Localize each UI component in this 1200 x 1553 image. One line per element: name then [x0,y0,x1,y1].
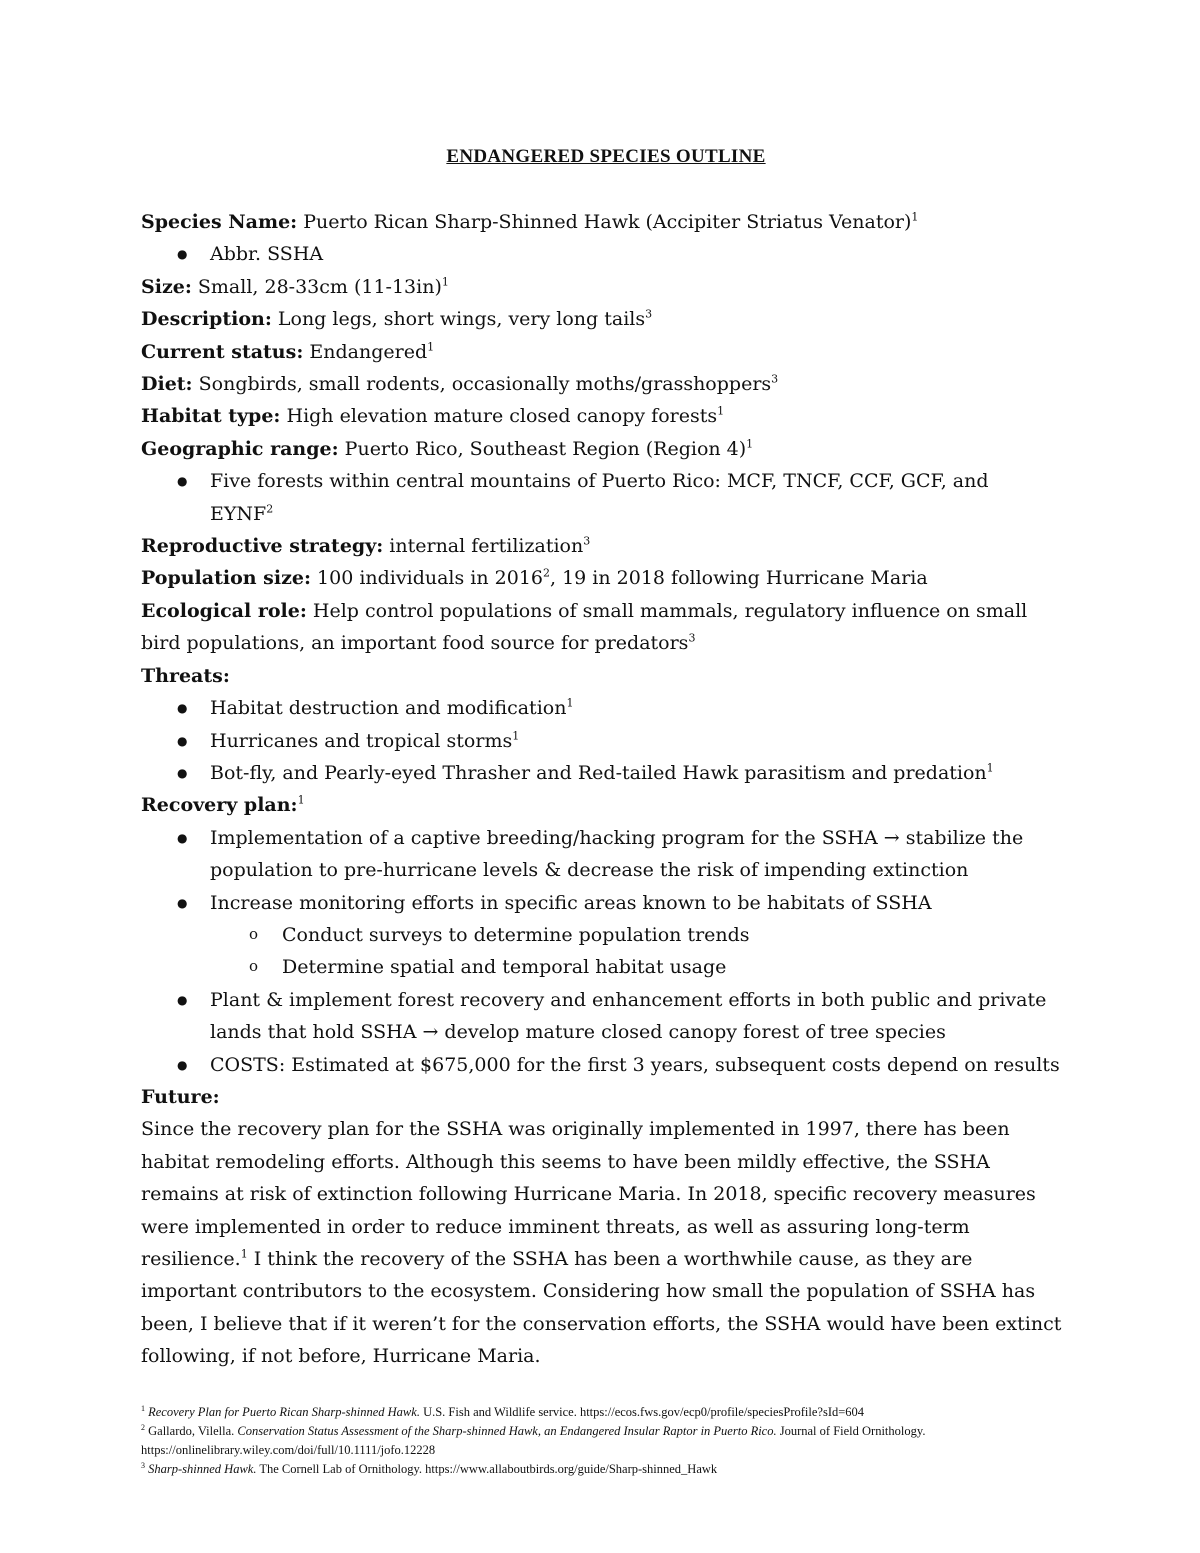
future-text-continued: I think the recovery of the SSHA has been a worthwhile cause, as they are important contributors to the ecosystem. Considering how small the population of SSHA has been, I believe that if it weren’t for the conservation efforts, the SSHA would have been extinct following, if not before, Hurricane Maria. [141,1248,1062,1368]
footnote-ref: 1 [512,729,520,743]
recovery-item: ● Plant & implement forest recovery and enhancement efforts in both public and private [141,984,1071,1016]
footnote-ref: 3 [645,307,653,321]
future-paragraph [141,1113,1071,1372]
footnote-number: 1 [141,1403,145,1413]
population-line [141,562,1071,594]
footnote-ref: 1 [746,437,754,451]
footnote-ref: 1 [297,793,305,807]
footnotes [141,1403,1071,1479]
recovery-item: ● COSTS: Estimated at $675,000 for the first 3 years, subsequent costs depend on results [141,1049,1071,1081]
reproductive-label: Reproductive strategy: [141,535,384,558]
footnote-source: Journal of Field Ornithology. https://onlinelibrary.wiley.com/doi/full/10.1111/jofo.12228 [141,1424,926,1457]
recovery-item: ● Increase monitoring efforts in specific areas known to be habitats of SSHA [141,887,1071,919]
ecological-line [141,595,1071,660]
outline-body [141,144,1071,1373]
species-abbr-bullet: ● Abbr. SSHA [141,238,1071,270]
recovery-heading [141,789,1071,821]
species-name-label: Species Name: [141,211,298,233]
future-text: Since the recovery plan for the SSHA was originally implemented in 1997, there has been habitat remodeling efforts. Although this seems to have been mildly effective, the SSHA remains at risk of extinction following Hurricane Maria. In 2018, specific recovery measures were implemented in order to reduce imminent threats, as well as assuring long-term resilience. [141,1118,1036,1270]
diet-label: Diet: [141,373,193,396]
footnote-title: Conservation Status Assessment of the Sharp-shinned Hawk, an Endangered Insular Raptor in Puerto Rico. [237,1424,777,1438]
population-value: 100 individuals in 2016 [317,567,543,590]
footnote-source: U.S. Fish and Wildlife service. https://ecos.fws.gov/ecp0/profile/speciesProfile?sId=604 [419,1405,865,1419]
footnote-ref: 1 [240,1247,248,1261]
ecological-value: Help control populations of small mammals, regulatory influence on small bird populations, an important food source for predators [141,599,1028,655]
threat-item [141,692,1071,724]
ecological-label: Ecological role: [141,599,307,622]
range-line [141,433,1071,465]
page-title: ENDANGERED SPECIES OUTLINE [446,146,766,167]
recovery-label: Recovery plan: [141,794,298,817]
footnote-source: The Cornell Lab of Ornithology. https://www.allaboutbirds.org/guide/Sharp-shinned_Hawk [256,1462,718,1476]
status-value: Endangered [309,340,428,363]
habitat-value: High elevation mature closed canopy forests [286,405,718,428]
footnote-title: Sharp-shinned Hawk. [148,1462,257,1476]
footnote-ref: 1 [441,275,449,289]
footnote-ref: 1 [911,210,919,224]
size-label: Size: [141,275,192,298]
threat-item [141,725,1071,757]
footnote-author: Gallardo, Vilella. [148,1424,238,1438]
threat-text: Hurricanes and tropical storms [210,729,513,752]
range-bullet-continued [141,498,1071,530]
reproductive-line [141,530,1071,562]
footnote-ref: 3 [688,631,696,645]
recovery-subitem: o Determine spatial and temporal habitat usage [141,951,1071,983]
species-name-value: Puerto Rican Sharp-Shinned Hawk (Accipiter Striatus Venator) [303,211,912,233]
habitat-line [141,400,1071,432]
footnote [141,1460,1071,1479]
size-line [141,271,1071,303]
description-label: Description: [141,308,272,331]
footnote-ref: 1 [427,340,435,354]
range-bullet-tail: EYNF [210,502,267,525]
status-line [141,336,1071,368]
footnote-number: 3 [141,1460,145,1470]
diet-value: Songbirds, small rodents, occasionally moths/grasshoppers [198,373,772,396]
threat-text: Bot-fly, and Pearly-eyed Thrasher and Red-tailed Hawk parasitism and predation [210,761,987,784]
status-label: Current status: [141,340,304,363]
range-bullet: ● Five forests within central mountains of Puerto Rico: MCF, TNCF, CCF, GCF, and [141,465,1071,497]
habitat-label: Habitat type: [141,405,281,428]
footnote-number: 2 [141,1422,145,1432]
footnote-ref: 1 [986,761,994,775]
footnote [141,1403,1071,1422]
recovery-subitem: o Conduct surveys to determine population trends [141,919,1071,951]
population-label: Population size: [141,567,311,590]
description-value: Long legs, short wings, very long tails [277,308,646,331]
recovery-item: ● Implementation of a captive breeding/hacking program for the SSHA → stabilize the [141,822,1071,854]
size-value: Small, 28-33cm (11-13in) [197,275,442,298]
footnote-title: Recovery Plan for Puerto Rican Sharp-shinned Hawk. [148,1405,420,1419]
species-name-line [141,206,1071,238]
threat-text: Habitat destruction and modification [210,697,567,720]
diet-line [141,368,1071,400]
footnote-ref: 2 [266,502,274,516]
reproductive-value: internal fertilization [389,535,584,558]
threats-heading: Threats: [141,664,230,687]
range-label: Geographic range: [141,437,339,460]
footnote-ref: 3 [583,534,591,548]
footnote [141,1422,1071,1460]
future-heading: Future: [141,1085,220,1108]
recovery-item-continued: population to pre-hurricane levels & decrease the risk of impending extinction [210,859,969,882]
footnote-ref: 1 [566,696,574,710]
population-value-tail: , 19 in 2018 following Hurricane Maria [550,567,928,590]
footnote-ref: 2 [543,567,550,581]
description-line [141,303,1071,335]
recovery-item-continued: lands that hold SSHA → develop mature closed canopy forest of tree species [210,1021,946,1044]
threat-item [141,757,1071,789]
footnote-ref: 3 [771,372,779,386]
footnote-ref: 1 [717,405,725,419]
range-value: Puerto Rico, Southeast Region (Region 4) [344,437,747,460]
